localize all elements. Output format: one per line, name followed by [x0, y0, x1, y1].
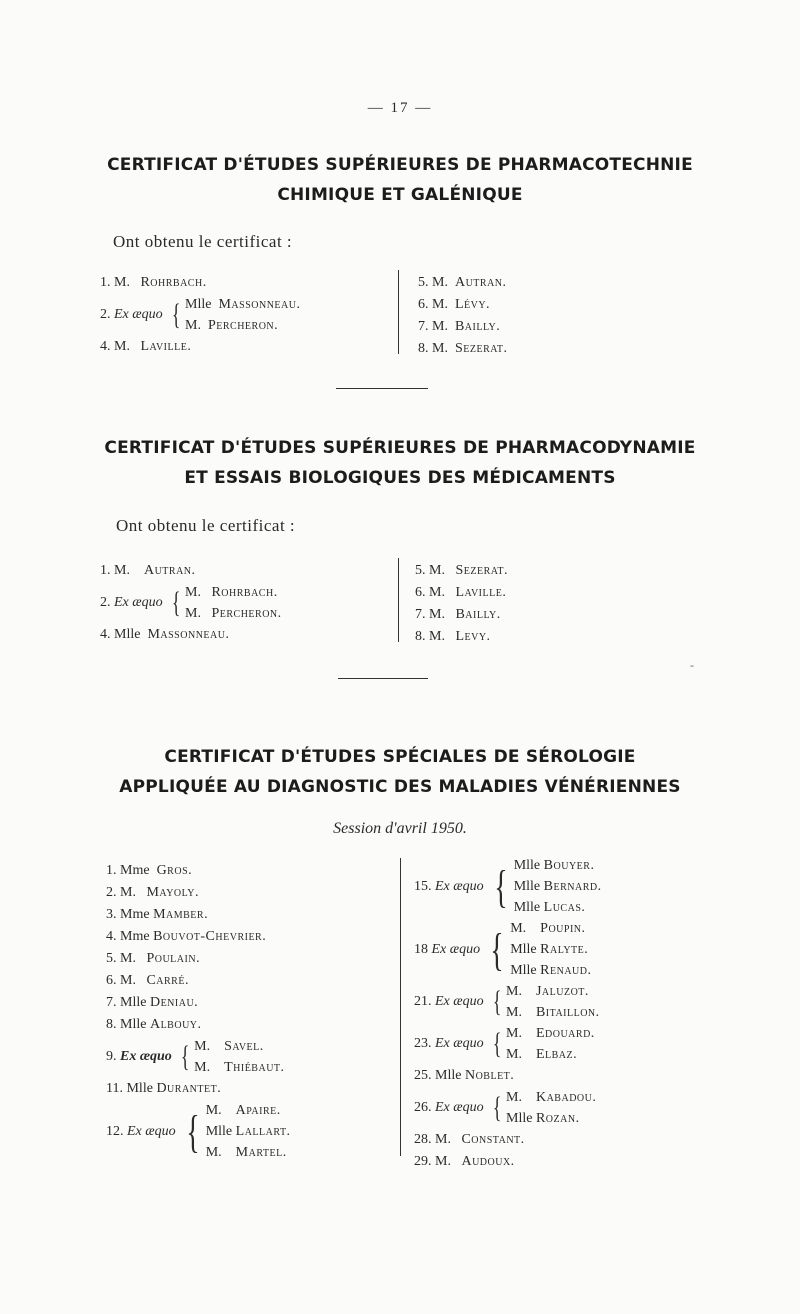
- section-1-title-line2: CHIMIQUE ET GALÉNIQUE: [277, 185, 523, 205]
- section-3-title: [60, 742, 740, 802]
- column-divider: [398, 558, 399, 642]
- list-item: 8. M. Levy.: [415, 629, 491, 644]
- brace: {: [492, 1027, 502, 1060]
- list-item: 1. M. Autran.: [100, 563, 196, 578]
- list-item: 5. M. Autran.: [418, 275, 507, 290]
- list-item: 4. Mme Bouvot-Chevrier.: [106, 929, 267, 944]
- ex-aequo-group: 21. Ex æquo { M. Jaluzot. M. Bitaillon.: [414, 984, 600, 1020]
- section-3-left-list: [106, 860, 396, 1163]
- section-2-intro: Ont obtenu le certificat :: [116, 516, 296, 535]
- list-item: 3. Mme Mamber.: [106, 907, 209, 922]
- brace: {: [490, 923, 504, 975]
- list-item: 29. M. Audoux.: [414, 1154, 515, 1169]
- section-1-left-list: [100, 272, 390, 358]
- ex-aequo-group: 9. Ex æquo { M. Savel. M. Thiébaut.: [106, 1039, 285, 1075]
- list-item: 25. Mlle Noblet.: [414, 1068, 515, 1083]
- section-2-right-list: [415, 560, 508, 648]
- page-number: — 17 —: [367, 100, 433, 116]
- section-1-title-line1: CERTIFICAT D'ÉTUDES SUPÉRIEURES DE PHARMACOTECHNIE: [107, 155, 693, 175]
- section-2-left-list: [100, 560, 390, 646]
- list-item: 5. M. Sezerat.: [415, 563, 508, 578]
- section-2-title-line1: CERTIFICAT D'ÉTUDES SUPÉRIEURES DE PHARMACODYNAMIE: [104, 438, 696, 458]
- session-line: Session d'avril 1950.: [333, 820, 467, 837]
- ex-aequo-group: 23. Ex æquo { M. Edouard. M. Elbaz.: [414, 1026, 595, 1062]
- ex-aequo-group: 18 Ex æquo { M. Poupin. Mlle Ralyte. Mlle Renaud.: [414, 921, 592, 978]
- list-item: 11. Mlle Durantet.: [106, 1081, 222, 1096]
- brace: {: [180, 1040, 190, 1073]
- section-2-title: [60, 433, 740, 493]
- list-item: 7. M. Bailly.: [415, 607, 501, 622]
- list-item: 2. M. Mayoly.: [106, 885, 199, 900]
- column-divider: [398, 270, 399, 354]
- list-item: 5. M. Poulain.: [106, 951, 201, 966]
- list-item: 8. Mlle Albouy.: [106, 1017, 202, 1032]
- section-2-title-line2: ET ESSAIS BIOLOGIQUES DES MÉDICAMENTS: [184, 468, 616, 488]
- section-separator: [336, 388, 428, 389]
- list-item: 8. M. Sezerat.: [418, 341, 508, 356]
- section-1-right-list: [418, 272, 507, 360]
- section-3-right-list: [414, 855, 714, 1173]
- brace: {: [171, 586, 181, 619]
- list-item: 1. M. Rohrbach.: [100, 275, 207, 290]
- list-item: 4. M. Laville.: [100, 339, 192, 354]
- brace: {: [186, 1105, 200, 1157]
- section-1-intro: Ont obtenu le certificat :: [113, 232, 293, 251]
- list-item: 4. Mlle Massonneau.: [100, 627, 230, 642]
- section-1-title: [60, 150, 740, 210]
- list-item: 6. M. Lévy.: [418, 297, 491, 312]
- brace: {: [492, 985, 502, 1018]
- column-divider: [400, 858, 401, 1156]
- ex-aequo-group: 15. Ex æquo { Mlle Bouyer. Mlle Bernard. Mlle Lucas.: [414, 858, 602, 915]
- brace: {: [171, 298, 181, 331]
- page-mark: -: [690, 658, 694, 672]
- ex-aequo-group: 26. Ex æquo { M. Kabadou. Mlle Rozan.: [414, 1090, 597, 1126]
- list-item: 7. M. Bailly.: [418, 319, 501, 334]
- section-3-title-line1: CERTIFICAT D'ÉTUDES SPÉCIALES DE SÉROLOGIE: [164, 747, 636, 767]
- ex-aequo-group: 12. Ex æquo { M. Apaire. Mlle Lallart. M. Martel.: [106, 1103, 291, 1160]
- brace: {: [492, 1091, 502, 1124]
- list-item: 7. Mlle Deniau.: [106, 995, 199, 1010]
- section-3-title-line2: APPLIQUÉE AU DIAGNOSTIC DES MALADIES VÉNÉRIENNES: [119, 777, 681, 797]
- ex-aequo-group: 2. Ex æquo { M. Rohrbach. M. Percheron.: [100, 585, 282, 621]
- list-item: 28. M. Constant.: [414, 1132, 525, 1147]
- section-separator: [338, 678, 428, 679]
- brace: {: [494, 860, 508, 912]
- ex-aequo-group: 2. Ex æquo { Mlle Massonneau. M. Percheron.: [100, 297, 301, 333]
- list-item: 6. M. Carré.: [106, 973, 189, 988]
- list-item: 1. Mme Gros.: [106, 863, 193, 878]
- list-item: 6. M. Laville.: [415, 585, 507, 600]
